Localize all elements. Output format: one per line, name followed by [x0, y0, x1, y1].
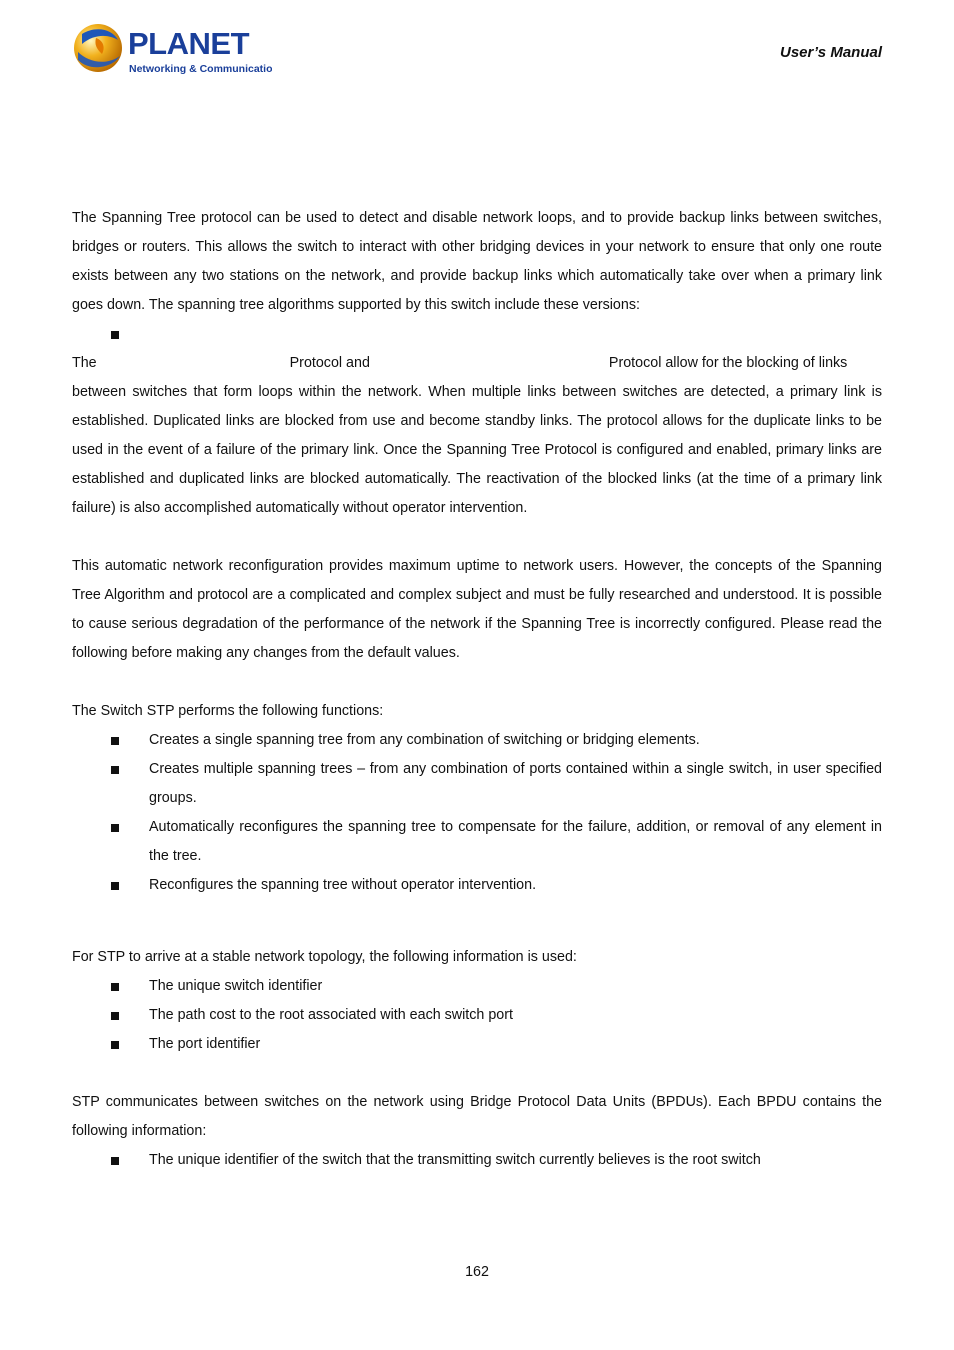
functions-intro: The Switch STP performs the following functions:: [72, 703, 384, 719]
page-number: 162: [465, 1264, 489, 1280]
list-item: Automatically reconfigures the spanning tree to compensate for the failure, addition, or removal of any element in the tree.: [72, 813, 882, 871]
list-item: The unique identifier of the switch that the transmitting switch currently believes is the root switch: [72, 1146, 882, 1175]
topology-intro: For STP to arrive at a stable network topology, the following information is used:: [72, 949, 577, 965]
reconfig-paragraph: This automatic network reconfiguration provides maximum uptime to network users. However, the concepts of the Spanning Tree Algorithm and protocol are a complicated and complex subject and must be fully researched and understood. It is possible to cause serious degradation of the performance of the network if the Spanning Tree is incorrectly configured. Please read the following before making any changes from the default values.: [72, 558, 882, 661]
intro-paragraph: The Spanning Tree protocol can be used to detect and disable network loops, and to provide backup links between switches, bridges or routers. This allows the switch to interact with other bridging devices in your network to ensure that only one route exists between any two stations on the network, and provide backup links which automatically take over when a primary link goes down. The spanning tree algorithms supported by this switch include these versions:: [72, 210, 882, 313]
topology-list: [72, 972, 882, 1059]
stp-paragraph: [72, 349, 882, 523]
svg-text:Networking & Communication: Networking & Communication: [129, 63, 272, 75]
bpdu-intro: STP communicates between switches on the network using Bridge Protocol Data Units (BPDUs). Each BPDU contains the following information:: [72, 1094, 882, 1139]
stp-the: The: [72, 355, 97, 371]
stp-paragraph-rest: between switches that form loops within the network. When multiple links between switches are detected, a primary link is established. Duplicated links are blocked from use and become standby links. The protocol allows for the duplicate links to be used in the event of a failure of the primary link. Once the Spanning Tree Protocol is configured and enabled, primary links are established and duplicated links are blocked automatically. The reactivation of the blocked links (at the time of a primary link failure) is also accomplished automatically without operator intervention.: [72, 384, 882, 516]
planet-logo: [72, 20, 272, 78]
planet-globe-icon: [72, 20, 272, 78]
page-body: [72, 204, 882, 1175]
bpdu-list: [72, 1146, 882, 1175]
stp-protocol-allow: Protocol allow for the blocking of links: [608, 355, 848, 371]
list-item: Creates a single spanning tree from any combination of switching or bridging elements.: [72, 726, 882, 755]
svg-text:PLANET: PLANET: [128, 26, 249, 61]
list-item: Creates multiple spanning trees – from any combination of ports contained within a single switch, in user specified groups.: [72, 755, 882, 813]
list-item: The path cost to the root associated with each switch port: [72, 1001, 882, 1030]
manual-label: User’s Manual: [780, 44, 882, 61]
list-item: The unique switch identifier: [72, 972, 882, 1001]
functions-list: [72, 726, 882, 900]
stp-protocol-and: Protocol and: [289, 355, 370, 371]
list-item: Reconfigures the spanning tree without operator intervention.: [72, 871, 882, 900]
list-item: The port identifier: [72, 1030, 882, 1059]
